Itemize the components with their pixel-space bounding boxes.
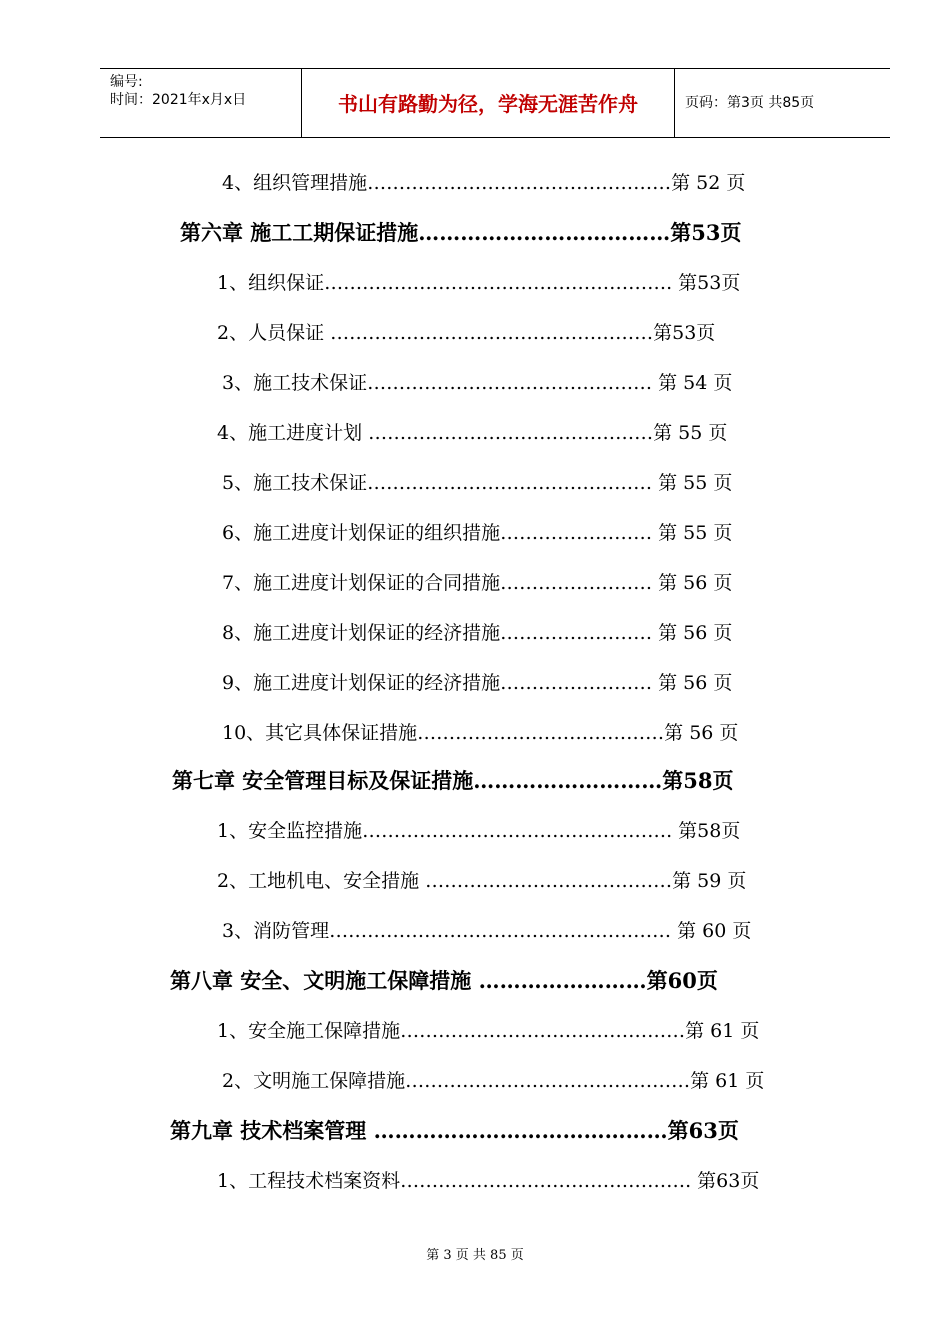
page-footer: 第 3 页 共 85 页 <box>426 1248 524 1263</box>
toc-chapter: 第七章 安全管理目标及保证措施………………………第58页 <box>172 768 734 793</box>
toc-item: 9、施工进度计划保证的经济措施…………………… 第 56 页 <box>222 672 733 694</box>
toc-item: 1、工程技术档案资料………………………………………. 第63页 <box>217 1170 760 1192</box>
toc-item: 4、施工进度计划 ………………………………………第 55 页 <box>217 422 728 444</box>
page-header <box>100 68 890 138</box>
toc-item: 6、施工进度计划保证的组织措施…………………… 第 55 页 <box>222 522 733 544</box>
toc-item: 5、施工技术保证……………………………………… 第 55 页 <box>222 472 733 494</box>
toc-item: 1、组织保证………………………………………………. 第53页 <box>217 272 741 294</box>
toc-item: 4、组织管理措施…………………………………………第 52 页 <box>222 172 746 194</box>
header-meta-cell <box>100 69 302 137</box>
toc-item: 1、安全监控措施…………………………………………. 第58页 <box>217 820 741 842</box>
header-motto-cell <box>302 69 675 137</box>
toc-chapter: 第八章 安全、文明施工保障措施 ……………………第60页 <box>170 968 718 993</box>
toc-item: 8、施工进度计划保证的经济措施…………………… 第 56 页 <box>222 622 733 644</box>
header-page-cell <box>675 69 890 137</box>
toc-chapter: 第六章 施工工期保证措施………………………………第53页 <box>180 220 742 245</box>
time-label: 时间：2021年x月x日 <box>110 92 247 108</box>
toc-chapter: 第九章 技术档案管理 ……………………………………第63页 <box>170 1118 739 1143</box>
toc-item: 2、人员保证 ……………………………………………第53页 <box>217 322 716 344</box>
toc-item: 2、工地机电、安全措施 …………………………………第 59 页 <box>217 870 747 892</box>
toc-item: 3、施工技术保证……………………………………… 第 54 页 <box>222 372 733 394</box>
header-page-info: 页码：第3页 共85页 <box>685 95 815 111</box>
header-motto: 书山有路勤为径，学海无涯苦作舟 <box>338 92 638 116</box>
toc-item: 3、消防管理……………………………………………… 第 60 页 <box>222 920 752 942</box>
serial-label: 编号: <box>110 74 143 90</box>
toc-item: 10、其它具体保证措施…………………………………第 56 页 <box>222 722 739 744</box>
toc-item: 2、文明施工保障措施………………………………………第 61 页 <box>222 1070 765 1092</box>
toc-item: 1、安全施工保障措施………………………………………第 61 页 <box>217 1020 760 1042</box>
toc-item: 7、施工进度计划保证的合同措施…………………… 第 56 页 <box>222 572 733 594</box>
